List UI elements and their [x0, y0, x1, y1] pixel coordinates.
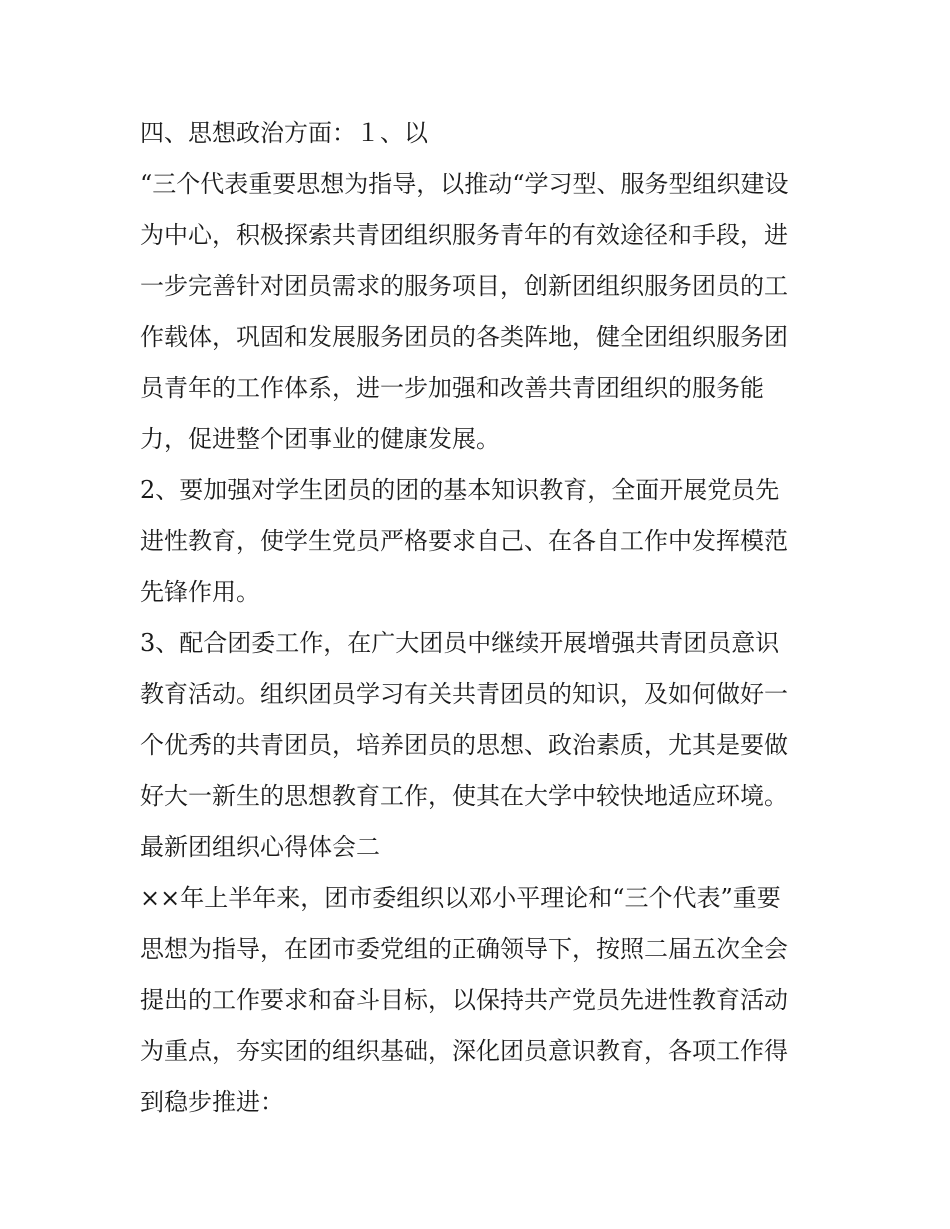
paragraph-line: 先锋作用。 [140, 578, 260, 606]
paragraph-line: 力，促进整个团事业的健康发展。 [140, 425, 500, 453]
paragraph-line: 思想为指导，在团市委党组的正确领导下，按照二届五次全会 [140, 935, 788, 963]
paragraph-line: 员青年的工作体系，进一步加强和改善共青团组织的服务能 [140, 374, 764, 402]
paragraph-line: 进性教育，使学生党员严格要求自己、在各自工作中发挥模范 [140, 527, 788, 555]
section-heading-line: 四、思想政治方面：１、以 [140, 119, 428, 147]
paragraph-line: ××年上半年来，团市委组织以邓小平理论和“三个代表”重要 [140, 884, 781, 912]
paragraph-line: 个优秀的共青团员，培养团员的思想、政治素质，尤其是要做 [140, 731, 788, 759]
paragraph-line: 为重点，夯实团的组织基础，深化团员意识教育，各项工作得 [140, 1037, 788, 1065]
paragraph-line: 2、要加强对学生团员的团的基本知识教育，全面开展党员先 [140, 476, 780, 504]
paragraph-line: 作载体，巩固和发展服务团员的各类阵地，健全团组织服务团 [140, 323, 788, 351]
paragraph-line: 一步完善针对团员需求的服务项目，创新团组织服务团员的工 [140, 272, 788, 300]
paragraph-line: 3、配合团委工作，在广大团员中继续开展增强共青团员意识 [140, 629, 780, 657]
paragraph-line: “三个代表重要思想为指导，以推动“学习型、服务型组织建设 [140, 170, 789, 198]
paragraph-line: 提出的工作要求和奋斗目标，以保持共产党员先进性教育活动 [140, 986, 788, 1014]
section-title-line: 最新团组织心得体会二 [140, 833, 380, 861]
paragraph-line: 好大一新生的思想教育工作，使其在大学中较快地适应环境。 [140, 782, 788, 810]
paragraph-line: 到稳步推进： [140, 1088, 284, 1116]
paragraph-line: 为中心，积极探索共青团组织服务青年的有效途径和手段，进 [140, 221, 788, 249]
document-body [140, 108, 820, 1128]
paragraph-line: 教育活动。组织团员学习有关共青团员的知识，及如何做好一 [140, 680, 788, 708]
